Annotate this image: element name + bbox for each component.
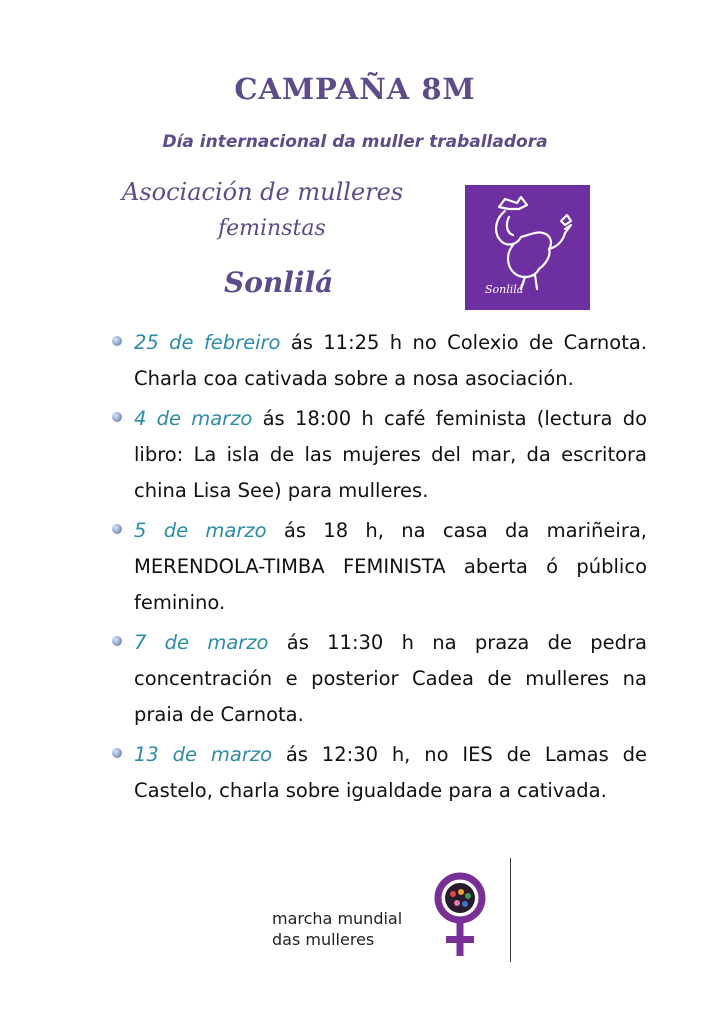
- bullet-icon: [112, 336, 122, 346]
- event-text: ás 11:30 h na praza de pedra concentración e posterior Cadea de mulleres na praia de Carnota.: [134, 631, 647, 726]
- org-line-1: Asociación de mulleres: [122, 178, 404, 206]
- footer-line-2: das mulleres: [272, 930, 375, 949]
- event-date: 25 de febreiro: [134, 331, 281, 354]
- bullet-icon: [112, 748, 122, 758]
- footer-logo-block: [255, 858, 513, 962]
- list-item: [112, 513, 647, 621]
- event-text: ás 18 h, na casa da mariñeira, MERENDOLA-TIMBA FEMINISTA aberta ó público feminino.: [134, 519, 647, 614]
- org-name: Sonlilá: [224, 266, 334, 299]
- footer-line-1: marcha mundial: [272, 909, 403, 928]
- page-title: CAMPAÑA 8M: [234, 72, 476, 106]
- event-date: 5 de marzo: [134, 519, 267, 542]
- bullet-icon: [112, 412, 122, 422]
- event-text: ás 11:25 h no Colexio de Carnota. Charla coa cativada sobre a nosa asociación.: [134, 331, 647, 390]
- list-item: [112, 401, 647, 509]
- footer-org-text: [272, 908, 402, 950]
- footer-divider: [510, 858, 511, 962]
- page-subtitle: Día internacional da muller traballadora: [162, 132, 548, 152]
- bullet-icon: [112, 636, 122, 646]
- venus-symbol-icon: [420, 864, 500, 960]
- event-text: ás 18:00 h café feminista (lectura do libro: La isla de las mujeres del mar, da escritora china Lisa See) para mulleres.: [134, 407, 647, 502]
- event-date: 4 de marzo: [134, 407, 253, 430]
- list-item: [112, 737, 647, 809]
- list-item: [112, 325, 647, 397]
- logo-label: Sonlilá: [485, 283, 524, 296]
- bullet-icon: [112, 524, 122, 534]
- event-date: 7 de marzo: [134, 631, 269, 654]
- sonlila-logo-icon: [465, 185, 590, 310]
- org-line-2: feminstas: [218, 216, 326, 241]
- list-item: [112, 625, 647, 733]
- event-list: [112, 325, 647, 809]
- event-date: 13 de marzo: [134, 743, 272, 766]
- event-text: ás 12:30 h, no IES de Lamas de Castelo, charla sobre igualdade para a cativada.: [134, 743, 647, 802]
